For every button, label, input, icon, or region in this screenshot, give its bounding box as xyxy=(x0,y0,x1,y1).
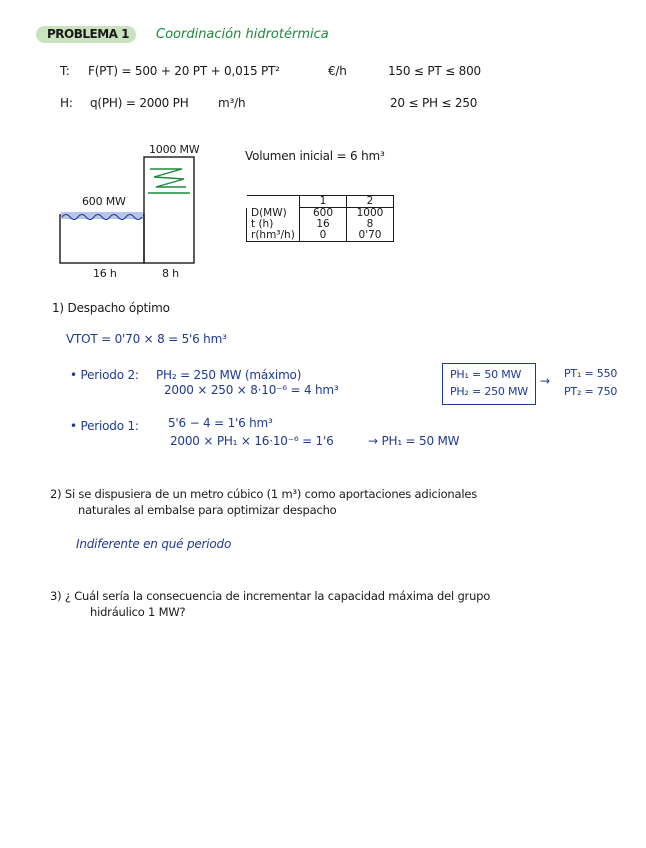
q1-period1-line2: 2000 × PH₁ × 16·10⁻⁶ = 1'6 xyxy=(170,434,334,448)
thermal-cost-equation: F(PT) = 500 + 20 PT + 0,015 PT² xyxy=(88,64,280,78)
hydro-limits: 20 ≤ PH ≤ 250 xyxy=(390,96,478,110)
table-cell: 0'70 xyxy=(347,230,394,242)
thermal-unit: €/h xyxy=(328,64,347,78)
q2-answer: Indiferente en qué periodo xyxy=(76,537,232,551)
table-cell: 8 xyxy=(347,219,394,230)
table-header-period1: 1 xyxy=(300,196,347,208)
topic-title: Coordinación hidrotérmica xyxy=(156,27,329,42)
hydro-unit: m³/h xyxy=(218,96,246,110)
table-cell: 16 xyxy=(300,219,347,230)
table-row-label: D(MW) xyxy=(247,208,300,220)
table-row-label: t (h) xyxy=(247,219,300,230)
q1-box-line2: PH₂ = 250 MW xyxy=(450,385,528,398)
hydro-flow-equation: q(PH) = 2000 PH xyxy=(90,96,189,110)
base-load-label: 600 MW xyxy=(82,195,126,208)
table-header-blank xyxy=(247,196,300,208)
q3-question-line1: 3) ¿ Cuál sería la consecuencia de incrementar la capacidad máxima del grupo xyxy=(50,589,491,603)
data-table xyxy=(246,195,394,242)
load-diagram xyxy=(50,135,220,285)
thermal-prefix: T: xyxy=(60,64,70,78)
table-row xyxy=(247,230,394,242)
initial-volume: Volumen inicial = 6 hm³ xyxy=(245,149,385,163)
table-header-row xyxy=(247,196,394,208)
q1-period2-line2: 2000 × 250 × 8·10⁻⁶ = 4 hm³ xyxy=(164,383,339,397)
q1-pt2: PT₂ = 750 xyxy=(564,385,618,398)
hydro-prefix: H: xyxy=(60,96,73,110)
table-header-period2: 2 xyxy=(347,196,394,208)
hydro-scribble-period2 xyxy=(150,169,186,187)
q1-arrow: → xyxy=(540,374,550,388)
q2-question-line1: 2) Si se dispusiera de un metro cúbico (1 m³) como aportaciones adicionales xyxy=(50,487,478,501)
period1-duration: 16 h xyxy=(93,267,117,280)
table-cell: 0 xyxy=(300,230,347,242)
q1-period2-label: • Periodo 2: xyxy=(70,368,139,382)
peak-load-label: 1000 MW xyxy=(149,143,200,156)
q1-vtot: VTOT = 0'70 × 8 = 5'6 hm³ xyxy=(66,332,227,346)
q1-pt1: PT₁ = 550 xyxy=(564,367,618,380)
hydro-hatch-period1 xyxy=(61,212,143,219)
q1-period2-line1: PH₂ = 250 MW (máximo) xyxy=(156,368,302,382)
q1-period1-result: → PH₁ = 50 MW xyxy=(368,434,460,448)
period1-block xyxy=(60,215,144,263)
q1-period1-label: • Periodo 1: xyxy=(70,419,139,433)
problem-label: PROBLEMA 1 xyxy=(47,27,129,41)
q2-question-line2: naturales al embalse para optimizar despacho xyxy=(78,503,337,517)
q1-box-line1: PH₁ = 50 MW xyxy=(450,368,522,381)
table-cell: 1000 xyxy=(347,208,394,220)
q3-question-line2: hidráulico 1 MW? xyxy=(90,605,186,619)
table-row-label: r(hm³/h) xyxy=(247,230,300,242)
thermal-limits: 150 ≤ PT ≤ 800 xyxy=(388,64,481,78)
q1-question: 1) Despacho óptimo xyxy=(52,301,170,315)
q1-period1-line1: 5'6 − 4 = 1'6 hm³ xyxy=(168,416,273,430)
period2-duration: 8 h xyxy=(162,267,179,280)
table-cell: 600 xyxy=(300,208,347,220)
